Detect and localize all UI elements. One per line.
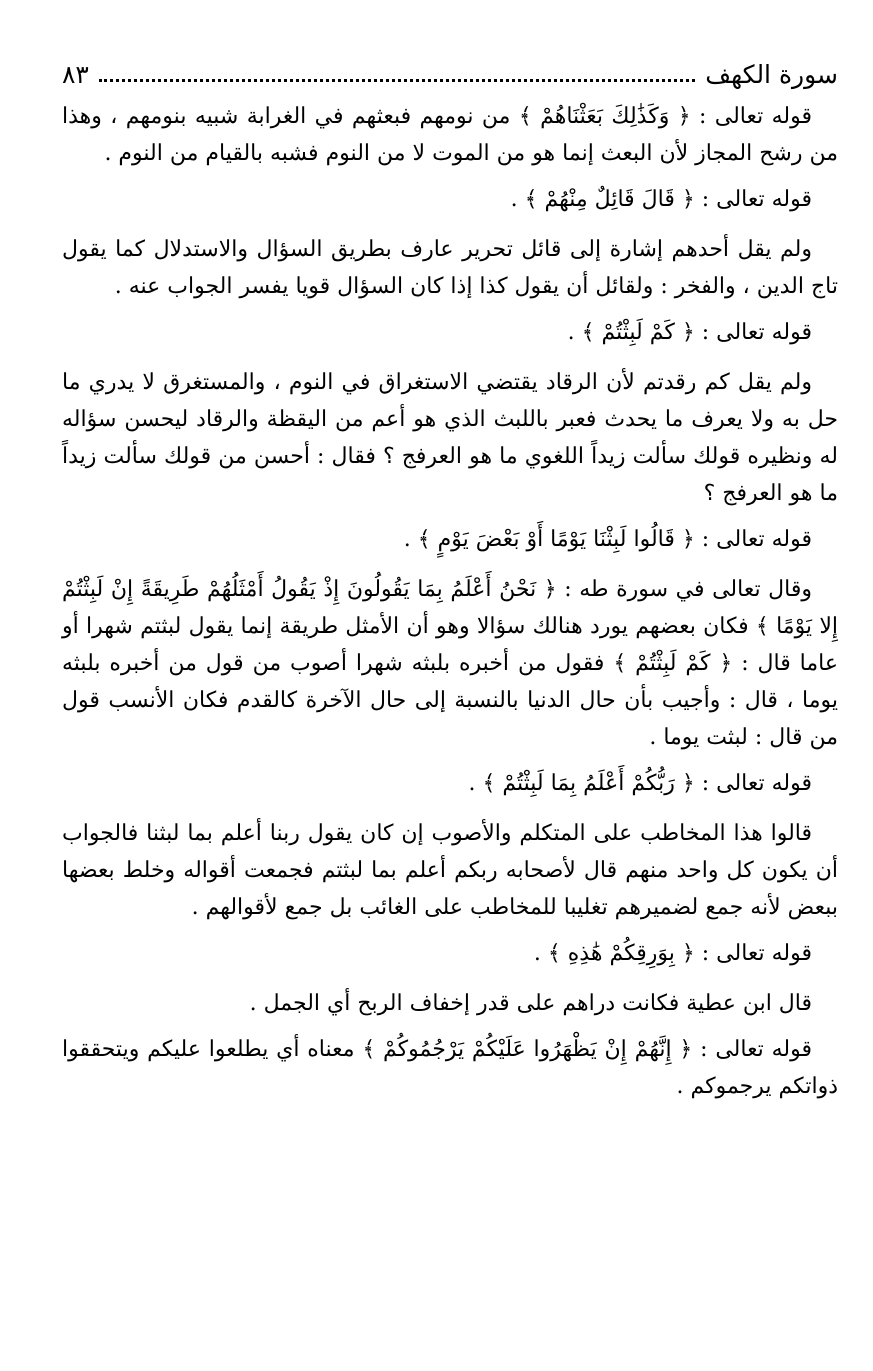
paragraph-text: قوله تعالى : ﴿ بِوَرِقِكُمْ هَٰذِهِ ﴾ . xyxy=(533,941,812,966)
commentary-paragraph xyxy=(62,231,838,305)
verse-heading xyxy=(62,181,838,218)
page xyxy=(62,52,838,1114)
verse-heading xyxy=(62,765,838,802)
page-number: ٨٣ xyxy=(62,60,89,89)
paragraph-text: قوله تعالى : ﴿ قَالَ قَائِلٌ مِنْهُمْ ﴾ . xyxy=(510,187,812,212)
commentary-paragraph xyxy=(62,364,838,512)
commentary-paragraph xyxy=(62,571,838,756)
paragraph-text: قالوا هذا المخاطب على المتكلم والأصوب إن كان يقول ربنا أعلم بما لبثنا فالجواب أن يكون كل واحد منهم قال لأصحابه ربكم أعلم بما لبثتم فجمعت أقواله وخلط بعضها ببعض لأنه جمع لضميرهم تغليبا للمخاطب على الغائب بل جمع لأقوالهم . xyxy=(62,821,838,920)
paragraph-text: قوله تعالى : ﴿ قَالُوا لَبِثْنَا يَوْمًا أَوْ بَعْضَ يَوْمٍ ﴾ . xyxy=(403,527,812,552)
paragraph-text: ولم يقل كم رقدتم لأن الرقاد يقتضي الاستغراق في النوم ، والمستغرق لا يدري ما حل به ولا يعرف ما يحدث فعبر باللبث الذي هو أعم من اليقظة والرقاد ليحسن سؤاله له ونظيره قولك سألت زيداً اللغوي ما هو العرفج ؟ فقال : أحسن من قولك سألت زيداً ما هو العرفج ؟ xyxy=(62,370,839,506)
running-header xyxy=(62,52,838,92)
leader-dots xyxy=(99,79,695,82)
commentary-paragraph xyxy=(62,985,838,1022)
paragraph-text: قوله تعالى : ﴿ إِنَّهُمْ إِنْ يَظْهَرُوا عَلَيْكُمْ يَرْجُمُوكُمْ ﴾ معناه أي يطلعوا عليكم ويتحققوا ذواتكم يرجموكم . xyxy=(62,1037,838,1099)
paragraph-text: ولم يقل أحدهم إشارة إلى قائل تحرير عارف بطريق السؤال والاستدلال كما يقول تاج الدين ، والفخر : ولقائل أن يقول كذا إذا كان السؤال قويا يفسر الجواب عنه . xyxy=(62,237,838,299)
commentary-paragraph xyxy=(62,1031,838,1105)
paragraph-text: وقال تعالى في سورة طه : ﴿ نَحْنُ أَعْلَمُ بِمَا يَقُولُونَ إِذْ يَقُولُ أَمْثَلُهُمْ طَرِيقَةً إِنْ لَبِثْتُمْ إِلا يَوْمًا ﴾ فكان بعضهم يورد هنالك سؤالا وهو أن الأمثل طريقة إنما يقول لبثتم شهرا أو عاما قال : ﴿ كَمْ لَبِثْتُمْ ﴾ فقول من أخبره بلبثه شهرا أصوب من قول من أخبره بلبثه يوما ، قال : وأجيب بأن حال الدنيا بالنسبة إلى حال الآخرة كالقدم فكان الأنسب قول من قال : لبثت يوما . xyxy=(62,577,838,750)
surah-title: سورة الكهف xyxy=(705,60,838,89)
paragraph-text: قوله تعالى : ﴿ كَمْ لَبِثْتُمْ ﴾ . xyxy=(567,320,812,345)
verse-heading xyxy=(62,521,838,558)
commentary-paragraph xyxy=(62,98,838,172)
verse-heading xyxy=(62,935,838,972)
paragraph-text: قال ابن عطية فكانت دراهم على قدر إخفاف الربح أي الجمل . xyxy=(249,991,812,1016)
commentary-paragraph xyxy=(62,815,838,926)
verse-heading xyxy=(62,314,838,351)
paragraph-text: قوله تعالى : ﴿ رَبُّكُمْ أَعْلَمُ بِمَا لَبِثْتُمْ ﴾ . xyxy=(468,771,812,796)
paragraph-text: قوله تعالى : ﴿ وَكَذَٰلِكَ بَعَثْنَاهُمْ ﴾ من نومهم فبعثهم في الغرابة شبيه بنومهم ، وهذا من رشح المجاز لأن البعث إنما هو من الموت لا من النوم فشبه بالقيام من النوم . xyxy=(62,104,838,166)
